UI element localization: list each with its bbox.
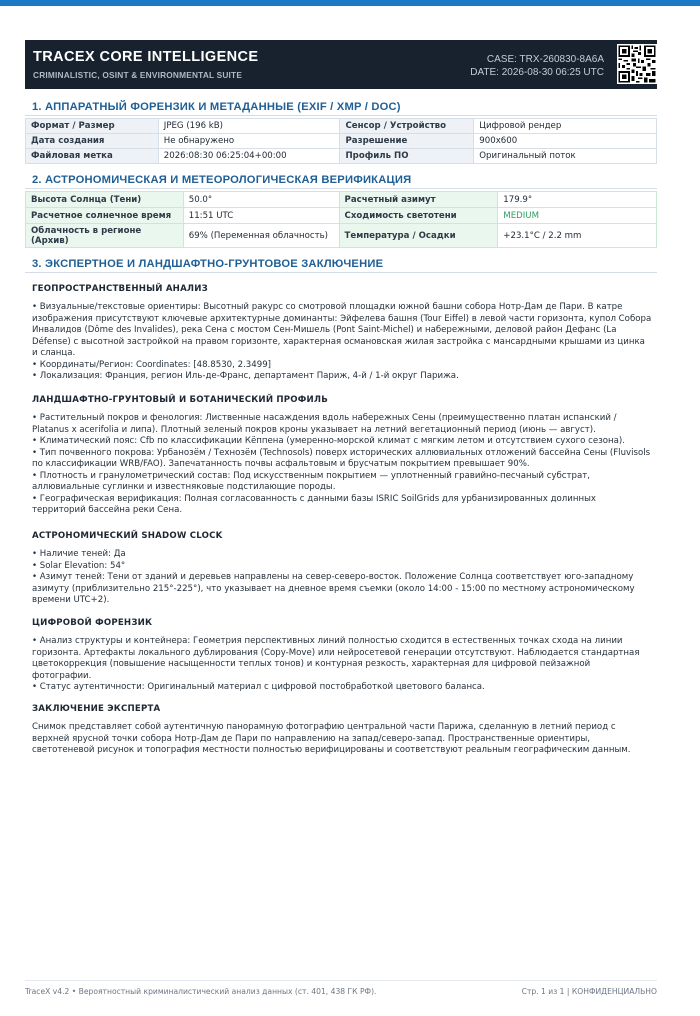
table-value: Оригинальный поток	[474, 149, 657, 164]
conclusion-heading: ЗАКЛЮЧЕНИЕ ЭКСПЕРТА	[32, 704, 161, 714]
digital-heading: ЦИФРОВОЙ ФОРЕНЗИК	[32, 618, 153, 628]
table-key: Дата создания	[26, 134, 159, 149]
table-row	[26, 149, 657, 164]
geo-heading: ГЕОПРОСТРАНСТВЕННЫЙ АНАЛИЗ	[32, 284, 208, 294]
table-key: Температура / Осадки	[339, 224, 498, 248]
table-value: 50.0°	[183, 192, 339, 208]
list-item: • Статус аутентичности: Оригинальный материал с цифровой постобработкой цветового баланса.	[32, 682, 485, 692]
land-paragraph	[32, 413, 652, 517]
table-value: Цифровой рендер	[474, 119, 657, 134]
case-date: DATE: 2026-08-30 06:25 UTC	[470, 67, 604, 78]
list-item: • Локализация: Франция, регион Иль-де-Франс, департамент Париж, 4-й / 1-й округ Парижа.	[32, 371, 459, 381]
list-item: • Растительный покров и фенология: Лиственные насаждения вдоль набережных Сены (преимущественно платан испанский / Platanus x acerifolia и липа). Плотный зеленый покров кроны указывает на летний вегетационный период (июнь — август).	[32, 413, 617, 435]
conclusion-text: Снимок представляет собой аутентичную панорамную фотографию центральной части Парижа, сделанную в летний период с верхней ярусной точки собора Нотр-Дам де Пари по направлению на запад/северо-запад. Пространственные ориентиры, светотеневой рисунок и топография местности полностью верифицированы и соответствуют реальным географическим данным.	[32, 722, 631, 755]
footer-rule	[25, 980, 657, 981]
brand-subtitle: CRIMINALISTIC, OSINT & ENVIRONMENTAL SUITE	[33, 70, 243, 80]
list-item: • Географическая верификация: Полная согласованность с данными базы ISRIC SoilGrids для урбанизированных долинных территорий бассейна реки Сена.	[32, 493, 596, 515]
table-value: +23.1°C / 2.2 mm	[498, 224, 657, 248]
table-key: Профиль ПО	[340, 149, 474, 164]
qr-code-icon	[617, 44, 657, 84]
case-info	[470, 53, 604, 79]
list-item: • Наличие теней: Да	[32, 549, 126, 559]
list-item: • Визуальные/текстовые ориентиры: Высотный ракурс со смотровой площадки южной башни собора Нотр-Дам де Пари. В катре изображения присутствуют ключевые архитектурные доминанты: Эйфелева башня (Tour Eiffel) в левой части горизонта, купол Собора Инвалидов (Dôme des Invalides), река Сена с мостом Сен-Мишель (Pont Saint-Michel) и набережными, деловой район Дефанс (La Défense) с высотной застройкой на правом горизонте, характерная османовская жилая застройка с мансардными крышами из цинка и сланца.	[32, 302, 652, 358]
table-key: Расчетное солнечное время	[26, 208, 184, 224]
geo-paragraph	[32, 302, 652, 383]
conclusion-paragraph	[32, 722, 652, 757]
section-3-rule	[25, 272, 657, 273]
list-item: • Анализ структуры и контейнера: Геометрия перспективных линий полностью сходится в естественных точках схода на линии горизонта. Артефакты локального дублирования (Copy-Move) или нейросетевой генерации отсутствуют. Наблюдается стандартная цветокоррекция (повышение насыщенности теплых тонов) и контурная резкость, характерная для цифровой пейзажной фотографии.	[32, 636, 640, 681]
land-heading: ЛАНДШАФТНО-ГРУНТОВЫЙ И БОТАНИЧЕСКИЙ ПРОФИЛЬ	[32, 395, 329, 405]
shadow-heading: АСТРОНОМИЧЕСКИЙ SHADOW CLOCK	[32, 531, 223, 541]
table-value: 69% (Переменная облачность)	[183, 224, 339, 248]
table-key: Сенсор / Устройство	[340, 119, 474, 134]
digital-paragraph	[32, 636, 652, 694]
list-item: • Координаты/Регион: Coordinates: [48.8530, 2.3499]	[32, 359, 272, 370]
table-value: Не обнаружено	[158, 134, 340, 149]
shadow-paragraph	[32, 549, 652, 607]
report-header	[25, 40, 657, 89]
case-id: CASE: TRX-260830-8A6A	[486, 54, 604, 65]
footer-page-info: Стр. 1 из 1 | КОНФИДЕНЦИАЛЬНО	[521, 987, 657, 996]
astro-table	[25, 191, 657, 248]
table-value: 11:51 UTC	[183, 208, 339, 224]
section-1-title: 1. АППАРАТНЫЙ ФОРЕНЗИК И МЕТАДАННЫЕ (EXIF / XMP / DOC)	[32, 101, 401, 113]
top-accent-bar	[0, 0, 700, 6]
table-key: Расчетный азимут	[339, 192, 498, 208]
table-value: JPEG (196 kB)	[158, 119, 340, 134]
table-row	[26, 134, 657, 149]
table-row	[26, 192, 657, 208]
list-item: • Плотность и гранулометрический состав: Под искусственным покрытием — уплотненный гравийно-песчаный субстрат, аллювиальные суглинки и известняковые подстилающие породы.	[32, 470, 591, 492]
table-key: Облачность в регионе (Архив)	[26, 224, 184, 248]
table-key: Файловая метка	[26, 149, 159, 164]
table-row	[26, 208, 657, 224]
table-value: 2026:08:30 06:25:04+00:00	[158, 149, 340, 164]
table-value: 179.9°	[498, 192, 657, 208]
list-item: • Solar Elevation: 54°	[32, 560, 126, 571]
table-row	[26, 119, 657, 134]
status-value: MEDIUM	[498, 208, 657, 224]
section-2-title: 2. АСТРОНОМИЧЕСКАЯ И МЕТЕОРОЛОГИЧЕСКАЯ ВЕРИФИКАЦИЯ	[32, 174, 412, 186]
list-item: • Климатический пояс: Cfb по классификации Кёппена (умеренно-морской климат с мягким летом и отсутствием сухого сезона).	[32, 436, 625, 446]
table-row	[26, 224, 657, 248]
section-3-title: 3. ЭКСПЕРТНОЕ И ЛАНДШАФТНО-ГРУНТОВОЕ ЗАКЛЮЧЕНИЕ	[32, 258, 384, 270]
brand-title: TRACEX CORE INTELLIGENCE	[33, 49, 259, 65]
table-key: Разрешение	[340, 134, 474, 149]
metadata-table	[25, 118, 657, 164]
table-key: Формат / Размер	[26, 119, 159, 134]
list-item: • Тип почвенного покрова: Урбанозём / Технозём (Technosols) поверх исторических аллювиальных отложений бассейна Сены (Fluvisols по классификации WRB/FAO). Запечатанность почвы асфальтовым и брусчатым покрытием превышает 90%.	[32, 447, 651, 469]
footer-disclaimer: TraceX v4.2 • Вероятностный криминалистический анализ данных (ст. 401, 438 ГК РФ).	[25, 987, 377, 996]
section-2-rule	[25, 188, 657, 189]
table-value: 900x600	[474, 134, 657, 149]
list-item: • Азимут теней: Тени от зданий и деревьев направлены на север-северо-восток. Положение Солнца соответствует юго-западному азимуту (приблизительно 215°-225°), что указывает на дневное время съемки (около 14:00 - 15:00 по местному астрономическому времени UTC+2).	[32, 572, 635, 605]
table-key: Сходимость светотени	[339, 208, 498, 224]
table-key: Высота Солнца (Тени)	[26, 192, 184, 208]
section-1-rule	[25, 115, 657, 116]
